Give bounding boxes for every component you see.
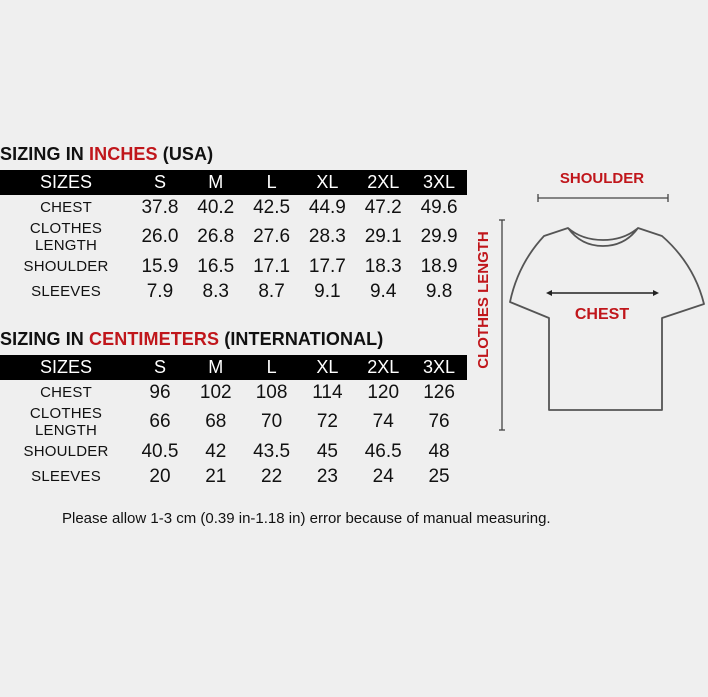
shoulder-measure-line (538, 194, 668, 202)
row-label: SHOULDER (23, 258, 109, 275)
table-cell: 46.5 (364, 440, 402, 462)
table-cell: 72 (316, 411, 338, 432)
table-cell: 47.2 (364, 196, 402, 218)
table-row (0, 464, 467, 489)
table-cell: 8.7 (258, 280, 285, 302)
table-row (0, 380, 467, 405)
row-label: CHEST (40, 384, 92, 401)
title-prefix: SIZING IN (0, 144, 90, 164)
table-cell: 76 (428, 411, 450, 432)
table-cell: 23 (316, 465, 338, 487)
table-cell: 102 (199, 381, 232, 403)
row-label: SLEEVES (31, 283, 101, 300)
table-cell: 42.5 (253, 196, 291, 218)
table-cell: 114 (312, 381, 343, 403)
table-cell: 120 (367, 381, 400, 403)
length-measure-line (499, 220, 505, 430)
table-cell: 9.1 (314, 280, 341, 302)
table-cell: 37.8 (141, 196, 179, 218)
shoulder-label: SHOULDER (559, 170, 645, 187)
table-cell: 70 (261, 411, 283, 432)
table-cell: 8.3 (202, 280, 229, 302)
table-cell: 68 (205, 411, 227, 432)
table-cell: 29.1 (364, 226, 402, 247)
table-cell: 28.3 (308, 226, 346, 247)
table-header-row (0, 355, 467, 380)
centimeters-size-table (0, 355, 467, 489)
table-cell: 21 (205, 465, 227, 487)
table-cell: 40.5 (141, 440, 179, 462)
table-cell: 7.9 (146, 280, 174, 302)
header-cell: XL (299, 355, 355, 380)
table-row (0, 439, 467, 464)
title-unit: INCHES (89, 144, 158, 164)
table-row (0, 220, 467, 254)
header-cell: XL (299, 170, 355, 195)
header-cell: 3XL (411, 355, 467, 380)
table-cell: 42 (205, 440, 227, 462)
row-label: CLOTHES LENGTH (29, 220, 103, 254)
inches-section-title (0, 144, 213, 165)
header-cell: L (244, 355, 300, 380)
clothes-length-label: CLOTHES LENGTH (475, 231, 492, 369)
table-row (0, 405, 467, 439)
header-cell: S (132, 170, 188, 195)
chest-label: CHEST (574, 306, 630, 323)
table-cell: 27.6 (253, 226, 291, 247)
table-cell: 22 (261, 465, 283, 487)
table-cell: 20 (149, 465, 171, 487)
header-cell: SIZES (0, 355, 132, 380)
header-cell: M (188, 355, 244, 380)
measurement-note: Please allow 1-3 cm (0.39 in-1.18 in) error because of manual measuring. (62, 510, 551, 527)
inches-size-table (0, 170, 467, 304)
table-cell: 45 (316, 440, 338, 462)
table-cell: 9.4 (369, 280, 397, 302)
table-row (0, 195, 467, 220)
title-prefix: SIZING IN (0, 329, 90, 349)
row-label: CLOTHES LENGTH (29, 405, 103, 439)
table-cell: 17.7 (308, 255, 346, 277)
centimeters-section-title (0, 329, 383, 350)
table-cell: 17.1 (253, 255, 291, 277)
header-cell: 2XL (355, 170, 411, 195)
title-suffix: (INTERNATIONAL) (219, 329, 384, 349)
table-cell: 18.9 (420, 255, 458, 277)
tshirt-measurement-diagram (475, 160, 705, 440)
table-cell: 126 (423, 381, 455, 403)
table-cell: 66 (149, 411, 171, 432)
header-cell: M (188, 170, 244, 195)
header-cell: S (132, 355, 188, 380)
header-cell: SIZES (0, 170, 132, 195)
table-cell: 96 (149, 381, 171, 403)
table-cell: 29.9 (420, 226, 458, 247)
table-cell: 43.5 (253, 440, 291, 462)
table-cell: 40.2 (197, 196, 235, 218)
table-cell: 26.0 (141, 226, 179, 247)
title-suffix: (USA) (157, 144, 214, 164)
table-cell: 49.6 (420, 196, 458, 218)
title-unit: CENTIMETERS (89, 329, 220, 349)
row-label: SLEEVES (31, 468, 101, 485)
table-cell: 74 (372, 411, 394, 432)
table-row (0, 279, 467, 304)
table-cell: 15.9 (141, 255, 179, 277)
table-cell: 108 (255, 381, 288, 403)
table-cell: 18.3 (364, 255, 402, 277)
table-header-row (0, 170, 467, 195)
table-cell: 48 (428, 440, 450, 462)
table-cell: 24 (372, 465, 394, 487)
row-label: SHOULDER (23, 443, 109, 460)
table-cell: 16.5 (197, 255, 235, 277)
table-cell: 44.9 (308, 196, 346, 218)
table-cell: 25 (428, 465, 450, 487)
table-row (0, 254, 467, 279)
table-cell: 26.8 (197, 226, 235, 247)
header-cell: L (244, 170, 300, 195)
header-cell: 2XL (355, 355, 411, 380)
header-cell: 3XL (411, 170, 467, 195)
row-label: CHEST (40, 199, 92, 216)
table-cell: 9.8 (425, 280, 453, 302)
